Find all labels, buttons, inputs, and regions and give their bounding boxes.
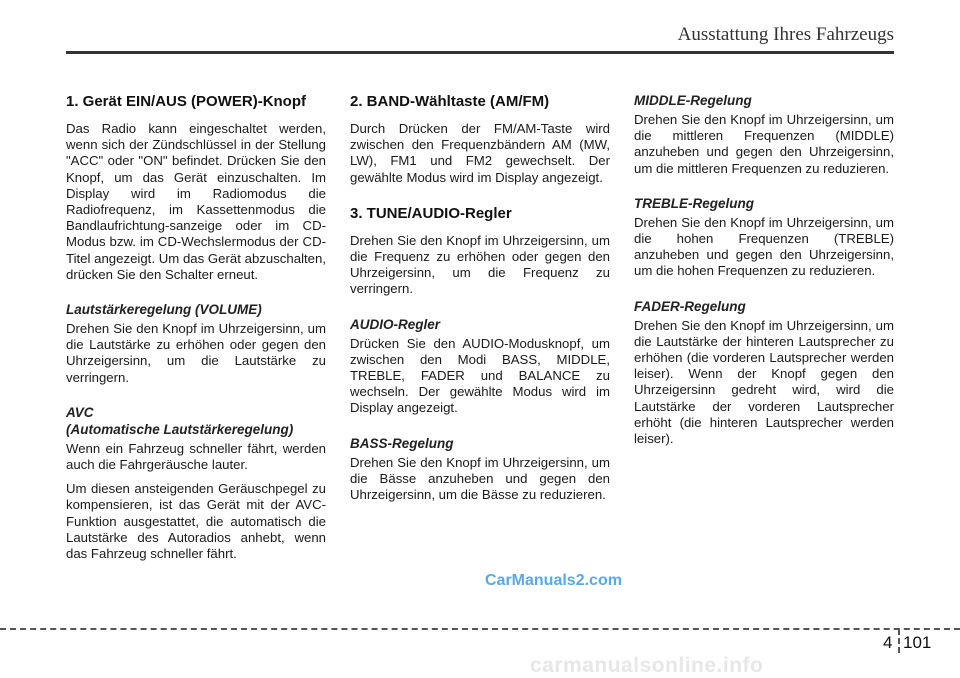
power-knob-text: Das Radio kann eingeschaltet werden, wenn sich der Zündschlüssel in der Stellung "ACC" oder "ON" befindet. Drücken Sie den Knopf, um das Gerät einzuschalten. Im Display wird im Radiomodus die Radiofrequenz, im Kassettenmodus die Bandlaufrichtung-sanzeige oder im CD-Modus bzw. im CD-Wechslermodus der CD-Titel angezeigt. Um das Gerät abzuschalten, drücken Sie den Schalter erneut. (66, 121, 326, 282)
heading-avc: AVC (66, 404, 94, 420)
bass-text: Drehen Sie den Knopf im Uhrzeigersinn, um die Bässe anzuheben und gegen den Uhrzeigersinn, um die Bässe zu reduzieren. (350, 454, 610, 503)
brand-watermark: carmanualsonline.info (530, 654, 764, 677)
page-number-separator (898, 629, 900, 653)
fader-text: Drehen Sie den Knopf im Uhrzeigersinn, um die Lautstärke der hinteren Lautsprecher zu erhöhen (die vorderen Lautsprecher werden leiser). Wenn der Knopf gegen den Uhrzeigersinn gedreht wird, wird die Lautstärke der vorderen Lautsprecher erhöht (die hinteren Lautsprecher werden leiser). (634, 317, 894, 447)
page-header-title: Ausstattung Ihres Fahrzeugs (677, 24, 894, 45)
heading-bass: BASS-Regelung (350, 435, 454, 451)
tune-audio-text: Drehen Sie den Knopf im Uhrzeigersinn, um die Frequenz zu erhöhen oder gegen den Uhrzeigersinn, um die Frequenz zu verringern. (350, 232, 610, 297)
band-button-text: Durch Drücken der FM/AM-Taste wird zwischen den Frequenzbändern AM (MW, LW), FM1 und FM2 gewechselt. Der gewählte Modus wird im Display angezeigt. (350, 121, 610, 185)
heading-band-button: 2. BAND-Wähltaste (AM/FM) (350, 93, 550, 110)
heading-power-knob: 1. Gerät EIN/AUS (POWER)-Knopf (66, 93, 307, 110)
middle-text: Drehen Sie den Knopf im Uhrzeigersinn, um die mittleren Frequenzen (MIDDLE) anzuheben und gegen den Uhrzeigersinn, um die mittleren Frequenzen zu reduzieren. (634, 112, 894, 176)
column-3 (634, 92, 894, 455)
volume-text: Drehen Sie den Knopf im Uhrzeigersinn, um die Lautstärke zu erhöhen oder gegen den Uhrzeigersinn, um die Lautstärke zu verringern. (66, 321, 326, 385)
column-1 (66, 92, 326, 570)
page-number: 101 (903, 633, 932, 652)
heading-avc-subtitle: (Automatische Lautstärkeregelung) (66, 421, 294, 437)
avc-text-2: Um diesen ansteigenden Geräuschpegel zu kompensieren, ist das Gerät mit der AVC-Funktion ausgestattet, die automatisch die Lautstärke des Autoradios anhebt, wenn das Fahrzeug schneller fährt. (66, 481, 326, 562)
audio-control-text: Drücken Sie den AUDIO-Modusknopf, um zwischen den Modi BASS, MIDDLE, TREBLE, FADER und BALANCE zu wechseln. Der gewählte Modus wird im Display angezeigt. (350, 335, 610, 416)
heading-middle: MIDDLE-Regelung (634, 93, 752, 108)
footer-rule (0, 628, 960, 630)
header-rule (66, 51, 894, 54)
heading-treble: TREBLE-Regelung (634, 195, 754, 211)
column-2 (350, 92, 610, 511)
avc-text-1: Wenn ein Fahrzeug schneller fährt, werden auch die Fahrgeräusche lauter. (66, 440, 326, 473)
chapter-number: 4 (883, 633, 893, 652)
heading-audio-control: AUDIO-Regler (350, 316, 441, 332)
treble-text: Drehen Sie den Knopf im Uhrzeigersinn, um die hohen Frequenzen (TREBLE) anzuheben und gegen den Uhrzeigersinn, um die hohen Frequenzen zu reduzieren. (634, 214, 894, 279)
heading-fader: FADER-Regelung (634, 298, 746, 314)
heading-volume: Lautstärkeregelung (VOLUME) (66, 302, 262, 318)
watermark-link[interactable]: CarManuals2.com (485, 572, 622, 589)
heading-tune-audio: 3. TUNE/AUDIO-Regler (350, 204, 512, 222)
